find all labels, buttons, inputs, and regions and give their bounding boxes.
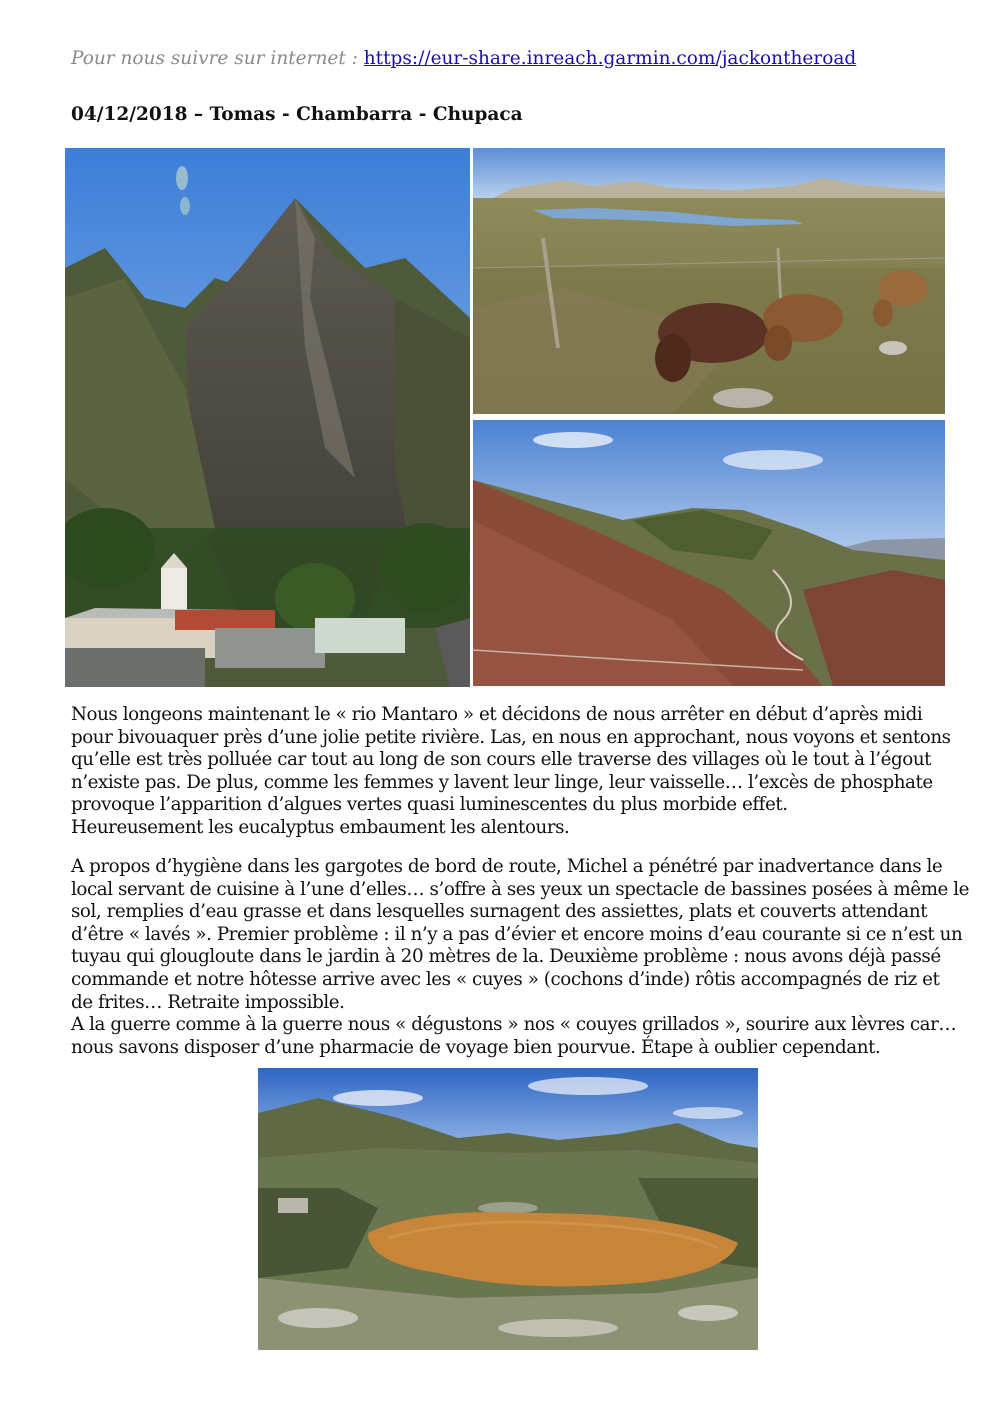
text-line: Nous longeons maintenant le « rio Mantaro » et décidons de nous arrêter en début d’après midi: [71, 704, 923, 725]
text-line: A la guerre comme à la guerre nous « dégustons » nos « couyes grillados », sourire aux lèvres car…: [71, 1014, 957, 1036]
paragraph-rio-mantaro: [71, 704, 951, 840]
text-line: commande et notre hôtesse arrive avec les « cuyes » (cochons d’inde) rôtis accompagnés de riz et: [71, 968, 940, 990]
text-line: de frites… Retraite impossible.: [71, 991, 345, 1013]
entry-title: 04/12/2018 – Tomas - Chambarra - Chupaca: [71, 104, 523, 125]
text-line: A propos d’hygiène dans les gargotes de bord de route, Michel a pénétré par inadvertance dans le: [71, 856, 943, 877]
intro-line: [71, 47, 856, 71]
text-line: provoque l’apparition d’algues vertes quasi luminescentes du plus morbide effet.: [71, 794, 788, 816]
text-line: local servant de cuisine à l’une d’elles… s’offre à ses yeux un spectacle de bassines posées à même le: [71, 878, 969, 900]
photo-alpacas: [473, 148, 945, 414]
text-line: sol, remplies d’eau grasse et dans lesquelles surnagent des assiettes, plats et couverts attendant: [71, 901, 928, 923]
text-line: tuyau qui glougloute dans le jardin à 20 mètres de la. Deuxième problème : nous avons déjà passé: [71, 946, 941, 968]
text-line: nous savons disposer d’une pharmacie de voyage bien pourvue. Étape à oublier cependant.: [71, 1036, 881, 1058]
tracking-link[interactable]: https://eur-share.inreach.garmin.com/jackontheroad: [363, 48, 857, 69]
photo-red-hills: [473, 420, 945, 686]
text-line: n’existe pas. De plus, comme les femmes y lavent leur linge, leur vaisselle… l’excès de phosphate: [71, 771, 933, 793]
text-line: d’être « lavés ». Premier problème : il n’y a pas d’évier et encore moins d’eau courante si ce n’est un: [71, 923, 963, 945]
photo-orange-lake: [258, 1068, 758, 1350]
text-line: pour bivouaquer près d’une jolie petite rivière. Las, en nous en approchant, nous voyons et sentons: [71, 726, 951, 748]
paragraph-hygiene: [71, 856, 969, 1059]
text-line: Heureusement les eucalyptus embaument les alentours.: [71, 816, 570, 838]
text-line: qu’elle est très polluée car tout au long de son cours elle traverse des villages où le tout à l’égout: [71, 749, 932, 771]
photo-mountain-church: [65, 148, 470, 687]
intro-label: Pour nous suivre sur internet :: [71, 48, 364, 69]
